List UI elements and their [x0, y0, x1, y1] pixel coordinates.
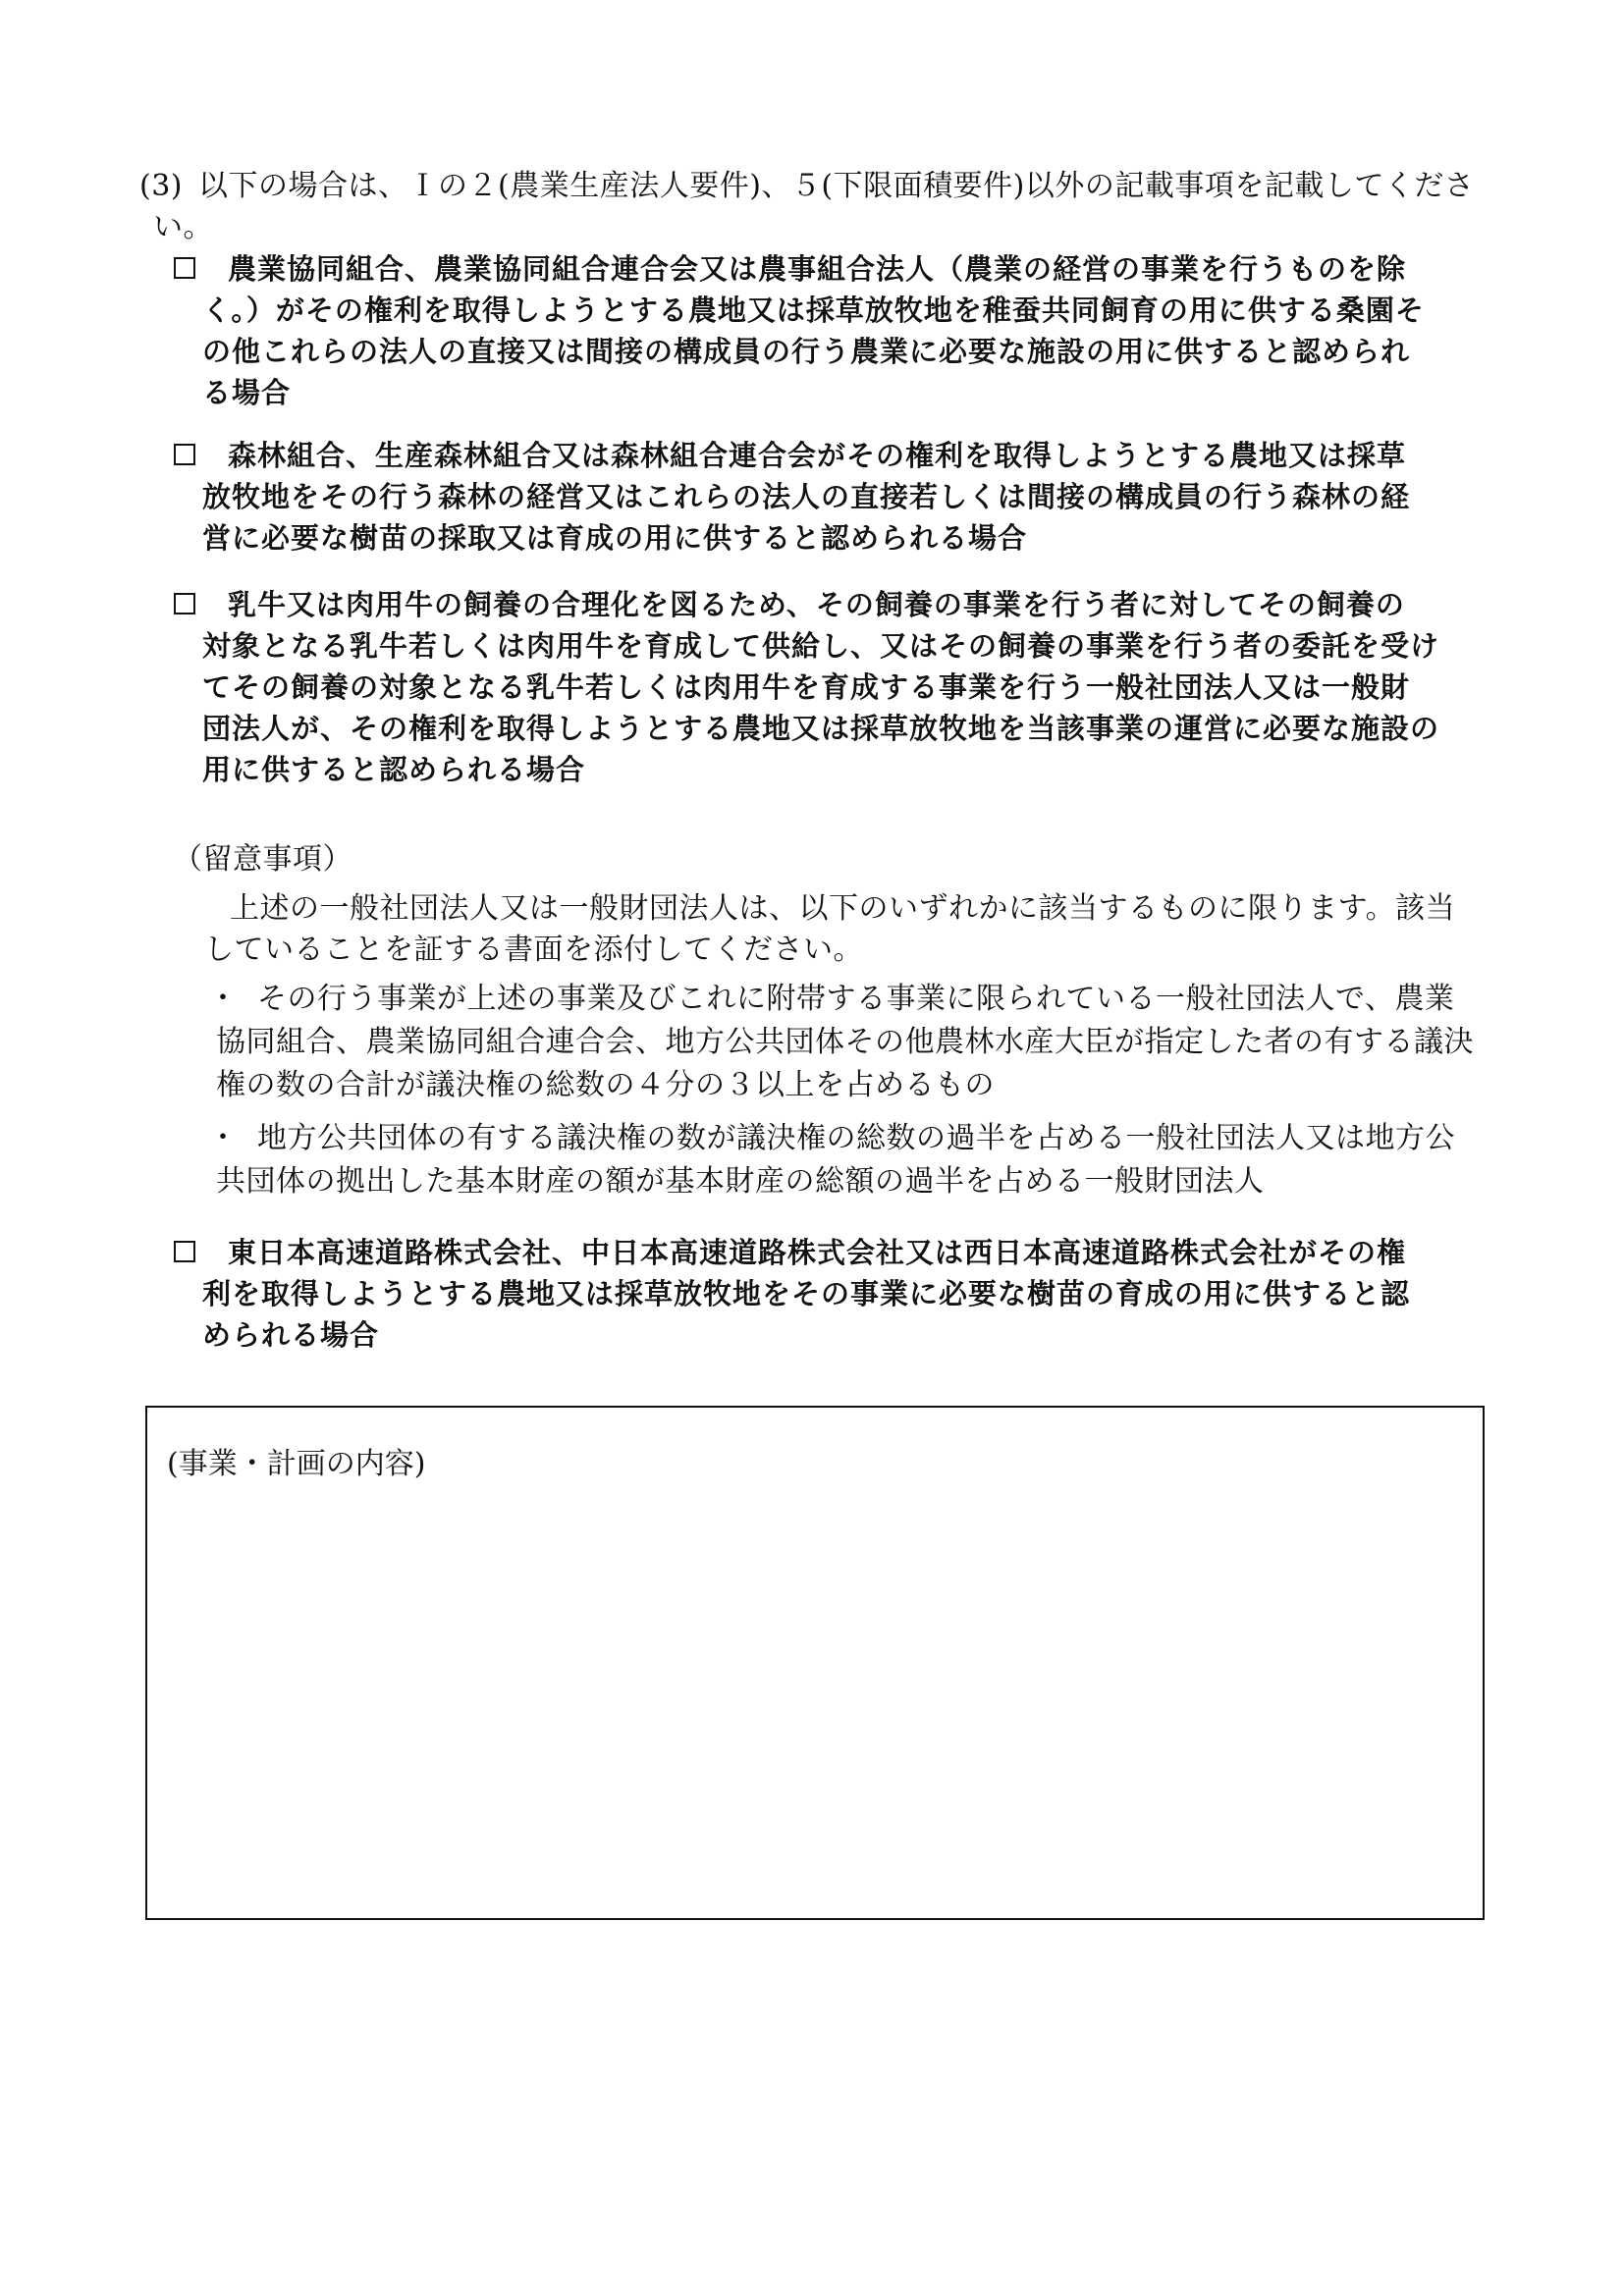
section-intro-line-1: 以下の場合は、Ｉの２(農業生産法人要件)、５(下限面積要件)以外の記載事項を記載してくださ: [198, 169, 1475, 203]
item-1-checkbox[interactable]: [174, 257, 195, 279]
business-plan-input[interactable]: [167, 1502, 1463, 1898]
notes-body-line-2: していることを証する書面を添付してください。: [204, 933, 863, 967]
notes-bullet-1-marker: ・: [208, 982, 238, 1016]
item-3-line-4: 団法人が、その権利を取得しようとする農地又は採草放牧地を当該事業の運営に必要な施設の: [202, 712, 1440, 745]
item-3-line-2: 対象となる乳牛若しくは肉用牛を育成して供給し、又はその飼養の事業を行う者の委託を受け: [202, 629, 1440, 663]
item-1-line-4: る場合: [202, 376, 292, 409]
item-4-line-2: 利を取得しようとする農地又は採草放牧地をその事業に必要な樹苗の育成の用に供すると認: [202, 1277, 1411, 1310]
item-2-line-3: 営に必要な樹苗の採取又は育成の用に供すると認められる場合: [202, 521, 1028, 555]
notes-bullet-2-marker: ・: [208, 1121, 238, 1155]
item-1-line-1: 農業協同組合、農業協同組合連合会又は農事組合法人（農業の経営の事業を行うものを除: [228, 252, 1407, 286]
item-4-line-3: められる場合: [202, 1318, 380, 1352]
notes-bullet-1-line-1: その行う事業が上述の事業及びこれに附帯する事業に限られている一般社団法人で、農業: [257, 982, 1455, 1016]
item-3-line-1: 乳牛又は肉用牛の飼養の合理化を図るため、その飼養の事業を行う者に対してその飼養の: [228, 588, 1405, 621]
item-2-checkbox[interactable]: [174, 444, 195, 465]
notes-bullet-1-line-3: 権の数の合計が議決権の総数の４分の３以上を占めるもの: [216, 1068, 995, 1102]
business-plan-label: (事業・計画の内容): [167, 1447, 426, 1481]
business-plan-box: [145, 1406, 1485, 1920]
item-1-line-3: の他これらの法人の直接又は間接の構成員の行う農業に必要な施設の用に供すると認められ: [202, 335, 1411, 368]
notes-title: （留意事項）: [173, 842, 352, 877]
item-3-line-5: 用に供すると認められる場合: [202, 753, 586, 786]
notes-bullet-1-line-2: 協同組合、農業協同組合連合会、地方公共団体その他農林水産大臣が指定した者の有する議決: [216, 1025, 1474, 1059]
item-1-line-2: く。）がその権利を取得しようとする農地又は採草放牧地を稚蚕共同飼育の用に供する桑園そ: [202, 294, 1425, 327]
notes-body-line-1: 上述の一般社団法人又は一般財団法人は、以下のいずれかに該当するものに限ります。該当: [230, 891, 1456, 926]
section-number: (3): [139, 169, 183, 203]
notes-bullet-2-line-2: 共団体の拠出した基本財産の額が基本財産の総額の過半を占める一般財団法人: [216, 1164, 1265, 1199]
item-4-checkbox[interactable]: [174, 1241, 195, 1262]
item-3-line-3: てその飼養の対象となる乳牛若しくは肉用牛を育成する事業を行う一般社団法人又は一般財: [202, 670, 1411, 704]
item-3-checkbox[interactable]: [174, 593, 195, 614]
section-intro-line-2: い。: [153, 210, 213, 244]
item-4-line-1: 東日本高速道路株式会社、中日本高速道路株式会社又は西日本高速道路株式会社がその権: [228, 1236, 1407, 1269]
item-2-line-2: 放牧地をその行う森林の経営又はこれらの法人の直接若しくは間接の構成員の行う森林の経: [202, 480, 1411, 513]
item-2-line-1: 森林組合、生産森林組合又は森林組合連合会がその権利を取得しようとする農地又は採草: [228, 439, 1407, 472]
notes-bullet-2-line-1: 地方公共団体の有する議決権の数が議決権の総数の過半を占める一般社団法人又は地方公: [257, 1121, 1455, 1155]
